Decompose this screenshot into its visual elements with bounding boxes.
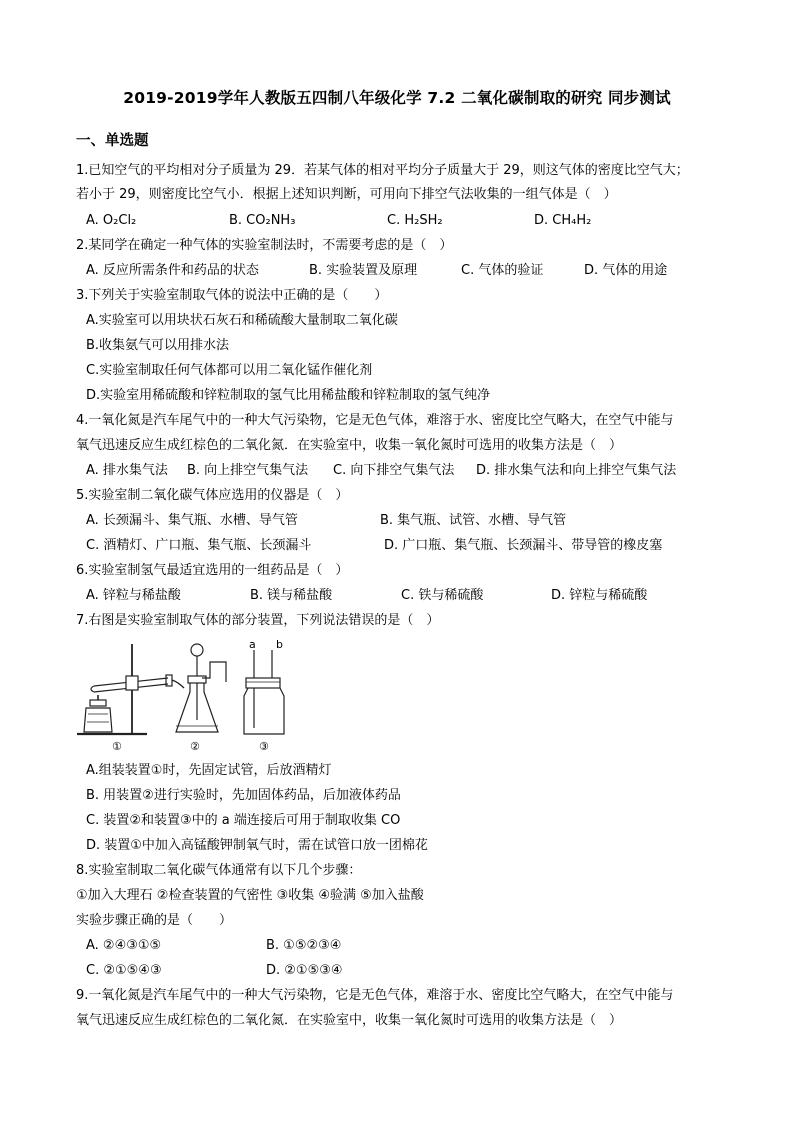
question-1-stem-line-1: 1.已知空气的平均相对分子质量为 29．若某气体的相对平均分子质量大于 29，则这气体的密度比空气大； (76, 163, 689, 178)
q8-option-a: A. ②④③①⑤ (86, 938, 162, 953)
question-2-stem: 2.某同学在确定一种气体的实验室制法时，不需要考虑的是（ ） (76, 238, 453, 253)
question-7-stem: 7.右图是实验室制取气体的部分装置，下列说法错误的是（ ） (76, 613, 440, 628)
apparatus-1-test-tube-setup (77, 644, 184, 734)
q3-option-b: B.收集氨气可以用排水法 (86, 338, 230, 353)
question-8-stem-line-1: 8.实验室制取二氧化碳气体通常有以下几个步骤： (76, 863, 362, 878)
q1-option-c: C. H₂SH₂ (387, 213, 443, 228)
q6-option-d: D. 锌粒与稀硫酸 (551, 588, 648, 603)
question-9-stem-line-2: 氧气迅速反应生成红棕色的二氧化氮．在实验室中，收集一氧化氮时可选用的收集方法是（ ） (76, 1013, 623, 1028)
q2-option-a: A. 反应所需条件和药品的状态 (86, 263, 259, 278)
q6-option-b: B. 镁与稀盐酸 (250, 588, 333, 603)
q8-option-c: C. ②①⑤④③ (86, 963, 162, 978)
q7-option-a: A.组装装置①时，先固定试管，后放酒精灯 (86, 763, 332, 778)
apparatus-figure (72, 638, 302, 756)
figure-label-3: ③ (259, 740, 269, 753)
figure-label-2: ② (190, 740, 200, 753)
page-title: 2019-2019学年人教版五四制八年级化学 7.2 二氧化碳制取的研究 同步测试 (123, 89, 671, 107)
q5-option-b: B. 集气瓶、试管、水槽、导气管 (380, 513, 567, 528)
q5-option-a: A. 长颈漏斗、集气瓶、水槽、导气管 (86, 513, 298, 528)
q4-option-c: C. 向下排空气集气法 (333, 463, 455, 478)
q8-option-b: B. ①⑤②③④ (266, 938, 342, 953)
question-3-stem: 3.下列关于实验室制取气体的说法中正确的是（ ） (76, 288, 388, 303)
q6-option-c: C. 铁与稀硫酸 (401, 588, 484, 603)
question-1-stem-line-2: 若小于 29，则密度比空气小．根据上述知识判断，可用向下排空气法收集的一组气体是（ ） (76, 187, 617, 202)
question-6-stem: 6.实验室制氢气最适宜选用的一组药品是（ ） (76, 563, 349, 578)
question-5-stem: 5.实验室制二氧化碳气体应选用的仪器是（ ） (76, 488, 349, 503)
q5-option-d: D. 广口瓶、集气瓶、长颈漏斗、带导管的橡皮塞 (384, 538, 663, 553)
q1-option-a: A. O₂Cl₂ (86, 213, 137, 228)
question-9-stem-line-1: 9.一氧化氮是汽车尾气中的一种大气污染物，它是无色气体，难溶于水、密度比空气略大，在空气中能与 (76, 988, 674, 1003)
apparatus-3-gas-bottle (244, 650, 284, 734)
figure-label-b: b (276, 638, 283, 651)
q2-option-d: D. 气体的用途 (584, 263, 668, 278)
q4-option-a: A. 排水集气法 (86, 463, 168, 478)
question-4-stem-line-2: 氧气迅速反应生成红棕色的二氧化氮．在实验室中，收集一氧化氮时可选用的收集方法是（ ） (76, 438, 623, 453)
question-8-stem-line-3: 实验步骤正确的是（ ） (76, 913, 233, 928)
q7-option-c: C. 装置②和装置③中的 a 端连接后可用于制取收集 CO (86, 813, 401, 828)
q5-option-c: C. 酒精灯、广口瓶、集气瓶、长颈漏斗 (86, 538, 312, 553)
q6-option-a: A. 锌粒与稀盐酸 (86, 588, 181, 603)
section-heading: 一、单选题 (76, 133, 149, 149)
q4-option-d: D. 排水集气法和向上排空气集气法 (476, 463, 677, 478)
q8-option-d: D. ②①⑤③④ (266, 963, 343, 978)
figure-label-1: ① (112, 740, 122, 753)
q3-option-d: D.实验室用稀硫酸和锌粒制取的氢气比用稀盐酸和锌粒制取的氢气纯净 (86, 388, 491, 403)
q4-option-b: B. 向上排空气集气法 (187, 463, 309, 478)
q2-option-c: C. 气体的验证 (461, 263, 544, 278)
q3-option-a: A.实验室可以用块状石灰石和稀硫酸大量制取二氧化碳 (86, 313, 398, 328)
figure-label-a: a (249, 638, 256, 651)
q7-option-b: B. 用装置②进行实验时，先加固体药品，后加液体药品 (86, 788, 401, 803)
question-4-stem-line-1: 4.一氧化氮是汽车尾气中的一种大气污染物，它是无色气体，难溶于水、密度比空气略大，在空气中能与 (76, 413, 674, 428)
q1-option-d: D. CH₄H₂ (534, 213, 592, 228)
q3-option-c: C.实验室制取任何气体都可以用二氧化锰作催化剂 (86, 363, 373, 378)
q7-option-d: D. 装置①中加入高锰酸钾制氧气时，需在试管口放一团棉花 (86, 838, 428, 853)
question-8-stem-line-2: ①加入大理石 ②检查装置的气密性 ③收集 ④验满 ⑤加入盐酸 (76, 888, 424, 903)
q2-option-b: B. 实验装置及原理 (309, 263, 418, 278)
q1-option-b: B. CO₂NH₃ (229, 213, 296, 228)
